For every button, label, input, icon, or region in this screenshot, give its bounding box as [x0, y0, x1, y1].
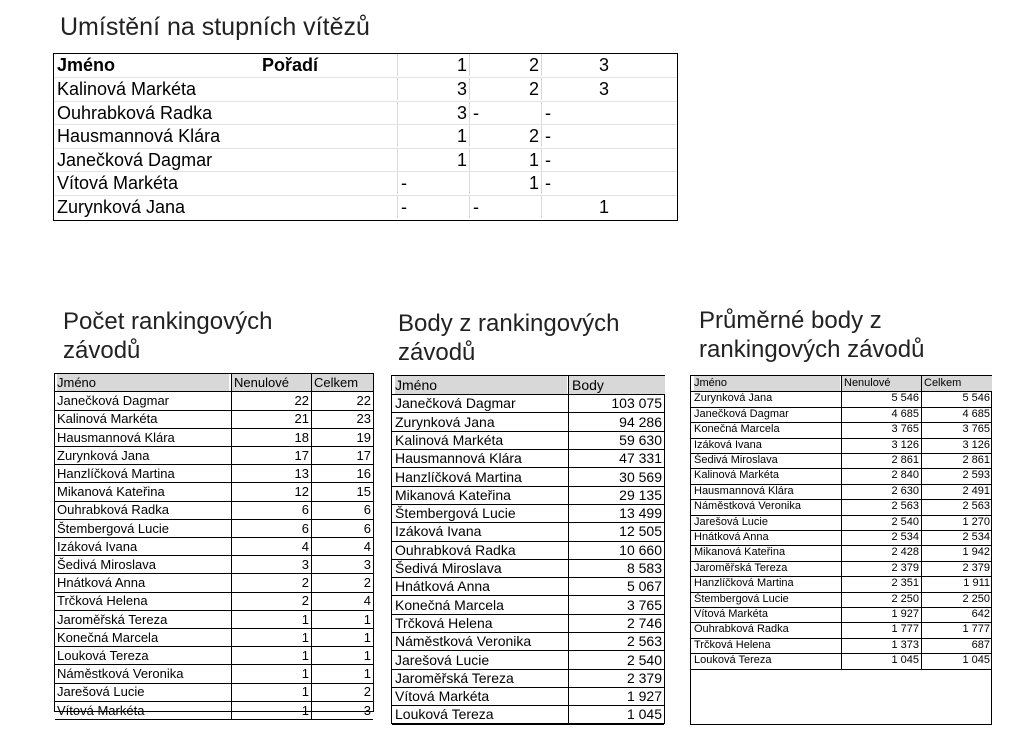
podium-row [54, 171, 677, 194]
count-name-cell: Mikanová Kateřina [57, 484, 165, 500]
count-nonzero-cell: 18 [231, 429, 311, 446]
count-total-cell: 22 [311, 392, 373, 409]
podium-name: Ouhrabková Radka [57, 102, 213, 123]
points-name-cell: Kalinová Markéta [395, 431, 504, 448]
count-nonzero-cell: 1 [231, 647, 311, 664]
table-row [392, 394, 664, 413]
average-total-cell: 1 777 [921, 622, 992, 637]
average-name-cell: Náměstková Veronika [694, 500, 801, 513]
average-total-cell: 642 [921, 607, 992, 622]
table-row [55, 665, 373, 683]
table-row [392, 559, 664, 578]
count-name-cell: Louková Tereza [57, 648, 149, 663]
average-header-total: Celkem [921, 376, 992, 391]
points-name-cell: Náměstková Veronika [395, 633, 532, 650]
count-total-cell: 3 [311, 702, 373, 719]
table-row [392, 651, 664, 670]
table-row [691, 638, 991, 654]
average-name-cell: Jaroměřská Tereza [694, 561, 788, 574]
average-total-cell: 1 911 [921, 576, 992, 591]
average-table [690, 375, 992, 725]
count-name-cell: Konečná Marcela [57, 629, 159, 645]
count-nonzero-cell: 1 [231, 683, 311, 700]
count-title [63, 307, 272, 365]
podium-name: Janečková Dagmar [57, 149, 213, 170]
podium-place-3-count: - [541, 149, 611, 171]
points-name-cell: Šedivá Miroslava [395, 560, 502, 576]
average-total-cell: 2 534 [921, 530, 992, 545]
table-row [392, 577, 664, 596]
average-nonzero-cell: 2 861 [841, 453, 921, 468]
points-name-cell: Zurynková Jana [395, 413, 495, 430]
podium-row [54, 195, 677, 218]
podium-place-2-count: 2 [469, 78, 541, 100]
points-points-cell: 3 765 [568, 596, 665, 614]
average-nonzero-cell: 4 685 [841, 407, 921, 422]
podium-header-place-2: 2 [469, 54, 541, 76]
table-row [691, 653, 991, 669]
count-nonzero-cell: 21 [231, 410, 311, 427]
average-name-cell: Zurynková Jana [694, 392, 773, 405]
podium-header-row [54, 54, 677, 76]
count-title-line1: Počet rankingových [63, 308, 273, 335]
average-nonzero-cell: 2 534 [841, 530, 921, 545]
count-header-total: Celkem [311, 374, 373, 391]
points-name-cell: Trčková Helena [395, 614, 493, 631]
podium-place-1-count: 3 [397, 102, 469, 124]
points-table [391, 375, 665, 724]
points-points-cell: 103 075 [568, 394, 665, 412]
average-total-cell: 1 942 [921, 545, 992, 560]
count-header-nonzero: Nenulové [231, 374, 311, 391]
table-row [691, 592, 991, 608]
count-nonzero-cell: 2 [231, 592, 311, 609]
table-row [392, 687, 664, 706]
table-row [691, 422, 991, 438]
podium-header-order: Pořadí [262, 55, 319, 75]
table-row [691, 622, 991, 638]
table-row [55, 520, 373, 538]
count-name-cell: Hnátková Anna [57, 575, 146, 591]
average-title [699, 306, 924, 364]
table-row [392, 669, 664, 688]
podium-name: Vítová Markéta [57, 173, 179, 193]
points-name-cell: Vítová Markéta [395, 688, 490, 705]
average-nonzero-cell: 2 428 [841, 545, 921, 560]
count-name-cell: Jarešová Lucie [57, 684, 145, 700]
table-row [691, 545, 991, 561]
table-row [691, 515, 991, 531]
podium-header-place-1: 1 [397, 54, 469, 76]
podium-place-3-count: - [541, 125, 611, 147]
count-total-cell: 2 [311, 574, 373, 591]
count-total-cell: 19 [311, 429, 373, 446]
average-total-cell: 2 250 [921, 592, 992, 607]
podium-row [54, 148, 677, 171]
count-nonzero-cell: 1 [231, 665, 311, 682]
podium-place-1-count: - [397, 196, 469, 218]
table-row [55, 702, 373, 720]
count-total-cell: 1 [311, 647, 373, 664]
points-name-cell: Hausmannová Klára [395, 450, 522, 467]
podium-place-1-count: 1 [397, 125, 469, 147]
points-points-cell: 8 583 [568, 559, 665, 577]
average-total-cell: 687 [921, 638, 992, 653]
count-nonzero-cell: 6 [231, 520, 311, 537]
average-total-cell: 2 861 [921, 453, 992, 468]
points-name-cell: Janečková Dagmar [395, 395, 516, 412]
podium-name: Hausmannová Klára [57, 126, 221, 146]
table-row [691, 607, 991, 623]
count-name-cell: Náměstková Veronika [57, 666, 184, 682]
count-total-cell: 4 [311, 538, 373, 555]
podium-row [54, 101, 677, 124]
table-row [392, 541, 664, 560]
points-name-cell: Hnátková Anna [395, 578, 490, 595]
average-nonzero-cell: 2 540 [841, 515, 921, 530]
count-nonzero-cell: 12 [231, 483, 311, 500]
count-nonzero-cell: 1 [231, 629, 311, 646]
table-row [691, 499, 991, 515]
podium-table [53, 53, 678, 221]
count-nonzero-cell: 22 [231, 392, 311, 409]
average-name-cell: Louková Tereza [694, 654, 772, 667]
table-row [55, 611, 373, 629]
average-nonzero-cell: 3 765 [841, 422, 921, 437]
count-name-cell: Šedivá Miroslava [57, 557, 156, 572]
count-total-cell: 17 [311, 447, 373, 464]
average-total-cell: 3 765 [921, 422, 992, 437]
count-nonzero-cell: 6 [231, 501, 311, 518]
average-name-cell: Konečná Marcela [694, 423, 780, 436]
average-nonzero-cell: 2 351 [841, 576, 921, 591]
points-points-cell: 1 927 [568, 687, 665, 705]
average-nonzero-cell: 5 546 [841, 391, 921, 406]
points-name-cell: Jaroměřská Tereza [395, 669, 514, 686]
points-points-cell: 1 045 [568, 705, 665, 723]
count-total-cell: 3 [311, 556, 373, 573]
points-name-cell: Jarešová Lucie [395, 651, 490, 668]
table-row [392, 614, 664, 633]
average-name-cell: Štembergová Lucie [694, 592, 789, 605]
average-nonzero-cell: 2 840 [841, 468, 921, 483]
podium-place-3-count: 3 [541, 78, 611, 100]
podium-row [54, 77, 677, 100]
count-name-cell: Janečková Dagmar [57, 393, 169, 409]
table-row [691, 391, 991, 407]
count-nonzero-cell: 13 [231, 465, 311, 482]
points-name-cell: Štembergová Lucie [395, 505, 516, 522]
podium-header-place-3: 3 [541, 54, 611, 76]
count-name-cell: Jaroměřská Tereza [57, 611, 168, 627]
count-nonzero-cell: 17 [231, 447, 311, 464]
count-nonzero-cell: 2 [231, 574, 311, 591]
points-name-cell: Konečná Marcela [395, 596, 504, 613]
points-points-cell: 29 135 [568, 486, 665, 504]
average-name-cell: Šedivá Miroslava [694, 454, 778, 466]
podium-name: Kalinová Markéta [57, 79, 197, 99]
podium-row [54, 124, 677, 147]
points-points-cell: 2 746 [568, 614, 665, 632]
average-name-cell: Jarešová Lucie [694, 515, 768, 528]
average-total-cell: 1 270 [921, 515, 992, 530]
average-total-cell: 4 685 [921, 407, 992, 422]
average-title-line2: rankingových závodů [699, 336, 925, 363]
average-nonzero-cell: 1 045 [841, 653, 921, 668]
count-total-cell: 16 [311, 465, 373, 482]
count-total-cell: 1 [311, 611, 373, 628]
count-nonzero-cell: 4 [231, 538, 311, 555]
table-row [392, 632, 664, 651]
points-points-cell: 47 331 [568, 449, 665, 467]
table-row [691, 484, 991, 500]
table-row [55, 556, 373, 574]
count-name-cell: Kalinová Markéta [57, 411, 158, 427]
points-points-cell: 13 499 [568, 504, 665, 522]
table-row [55, 483, 373, 501]
average-total-cell: 5 546 [921, 391, 992, 406]
count-total-cell: 15 [311, 483, 373, 500]
average-total-cell: 3 126 [921, 438, 992, 453]
points-points-cell: 59 630 [568, 431, 665, 449]
average-nonzero-cell: 1 777 [841, 622, 921, 637]
average-nonzero-cell: 1 373 [841, 638, 921, 653]
points-name-cell: Hanzlíčková Martina [395, 468, 522, 485]
table-row [55, 410, 373, 428]
count-header-row [55, 374, 373, 392]
table-row [392, 522, 664, 541]
average-name-cell: Izáková Ivana [694, 438, 762, 451]
count-total-cell: 6 [311, 501, 373, 518]
count-name-cell: Štembergová Lucie [57, 520, 170, 536]
count-name-cell: Trčková Helena [57, 593, 148, 609]
count-name-cell: Ouhrabková Radka [57, 502, 170, 518]
table-row [55, 574, 373, 592]
podium-place-3-count: - [541, 172, 611, 194]
count-total-cell: 2 [311, 683, 373, 700]
points-header-row [392, 376, 664, 395]
count-title-line2: závodů [63, 337, 141, 364]
count-total-cell: 6 [311, 520, 373, 537]
average-nonzero-cell: 3 126 [841, 438, 921, 453]
table-row [392, 468, 664, 487]
average-total-cell: 2 379 [921, 561, 992, 576]
points-header-name: Jméno [395, 376, 567, 394]
points-points-cell: 12 505 [568, 522, 665, 540]
table-row [55, 429, 373, 447]
average-nonzero-cell: 2 630 [841, 484, 921, 499]
podium-header-name: Jméno [57, 55, 116, 75]
count-total-cell: 1 [311, 665, 373, 682]
podium-place-1-count: 1 [397, 149, 469, 171]
table-row [55, 592, 373, 610]
table-row [392, 504, 664, 523]
average-name-cell: Kalinová Markéta [694, 469, 779, 482]
points-title [398, 309, 619, 367]
table-row [55, 538, 373, 556]
podium-name: Zurynková Jana [57, 196, 186, 217]
count-name-cell: Izáková Ivana [57, 538, 138, 554]
table-row [392, 449, 664, 468]
table-row [392, 705, 664, 724]
points-points-cell: 5 067 [568, 577, 665, 595]
count-nonzero-cell: 1 [231, 702, 311, 719]
count-total-cell: 1 [311, 629, 373, 646]
podium-place-2-count: - [469, 196, 541, 218]
points-points-cell: 2 379 [568, 669, 665, 687]
points-points-cell: 2 540 [568, 651, 665, 669]
count-name-cell: Zurynková Jana [57, 447, 150, 463]
average-nonzero-cell: 2 379 [841, 561, 921, 576]
podium-place-3-count: - [541, 102, 611, 124]
points-points-cell: 94 286 [568, 413, 665, 431]
podium-title: Umístění na stupních vítězů [60, 13, 370, 41]
average-name-cell: Ouhrabková Radka [694, 623, 789, 636]
average-name-cell: Trčková Helena [694, 638, 771, 651]
count-total-cell: 23 [311, 410, 373, 427]
average-total-cell: 1 045 [921, 653, 992, 668]
average-header-name: Jméno [694, 376, 840, 391]
average-nonzero-cell: 1 927 [841, 607, 921, 622]
average-total-cell: 2 593 [921, 468, 992, 483]
average-name-cell: Janečková Dagmar [694, 407, 789, 420]
podium-place-1-count: - [397, 172, 469, 194]
table-row [392, 413, 664, 432]
table-row [691, 407, 991, 423]
count-name-cell: Hanzlíčková Martina [57, 466, 175, 481]
average-name-cell: Mikanová Kateřina [694, 546, 786, 559]
table-row [392, 486, 664, 505]
points-name-cell: Izáková Ivana [395, 523, 482, 540]
table-row [691, 438, 991, 454]
table-row [392, 431, 664, 450]
average-total-cell: 2 563 [921, 499, 992, 514]
table-row [691, 468, 991, 484]
count-name-cell: Vítová Markéta [57, 702, 145, 718]
points-name-cell: Louková Tereza [395, 706, 494, 723]
table-row [55, 683, 373, 701]
table-row [55, 447, 373, 465]
table-row [55, 392, 373, 410]
table-row [691, 576, 991, 592]
table-row [55, 647, 373, 665]
count-table [54, 373, 374, 718]
points-name-cell: Mikanová Kateřina [395, 486, 511, 503]
count-nonzero-cell: 1 [231, 611, 311, 628]
table-row [55, 501, 373, 519]
average-name-cell: Vítová Markéta [694, 608, 768, 620]
table-row [691, 530, 991, 546]
count-header-name: Jméno [57, 374, 229, 391]
podium-place-2-count: 2 [469, 125, 541, 147]
table-row [55, 629, 373, 647]
podium-place-2-count: 1 [469, 172, 541, 194]
average-nonzero-cell: 2 250 [841, 592, 921, 607]
average-name-cell: Hausmannová Klára [694, 484, 794, 497]
points-title-line2: závodů [398, 339, 476, 366]
average-name-cell: Hanzlíčková Martina [694, 577, 794, 590]
points-points-cell: 2 563 [568, 632, 665, 650]
average-total-cell: 2 491 [921, 484, 992, 499]
count-total-cell: 4 [311, 592, 373, 609]
points-points-cell: 10 660 [568, 541, 665, 559]
table-row [691, 453, 991, 469]
podium-place-2-count: - [469, 102, 541, 124]
podium-place-2-count: 1 [469, 149, 541, 171]
table-row [392, 596, 664, 615]
points-points-cell: 30 569 [568, 468, 665, 486]
average-name-cell: Hnátková Anna [694, 531, 769, 543]
average-header-nonzero: Nenulové [841, 376, 921, 391]
podium-place-1-count: 3 [397, 78, 469, 100]
average-title-line1: Průměrné body z [699, 307, 882, 334]
table-row [55, 465, 373, 483]
points-header-points: Body [568, 376, 665, 394]
points-title-line1: Body z rankingových [398, 310, 620, 337]
average-header-row [691, 376, 991, 392]
podium-place-3-count: 1 [541, 196, 611, 218]
points-name-cell: Ouhrabková Radka [395, 541, 516, 558]
table-row [691, 561, 991, 577]
count-name-cell: Hausmannová Klára [57, 429, 175, 445]
count-nonzero-cell: 3 [231, 556, 311, 573]
average-nonzero-cell: 2 563 [841, 499, 921, 514]
